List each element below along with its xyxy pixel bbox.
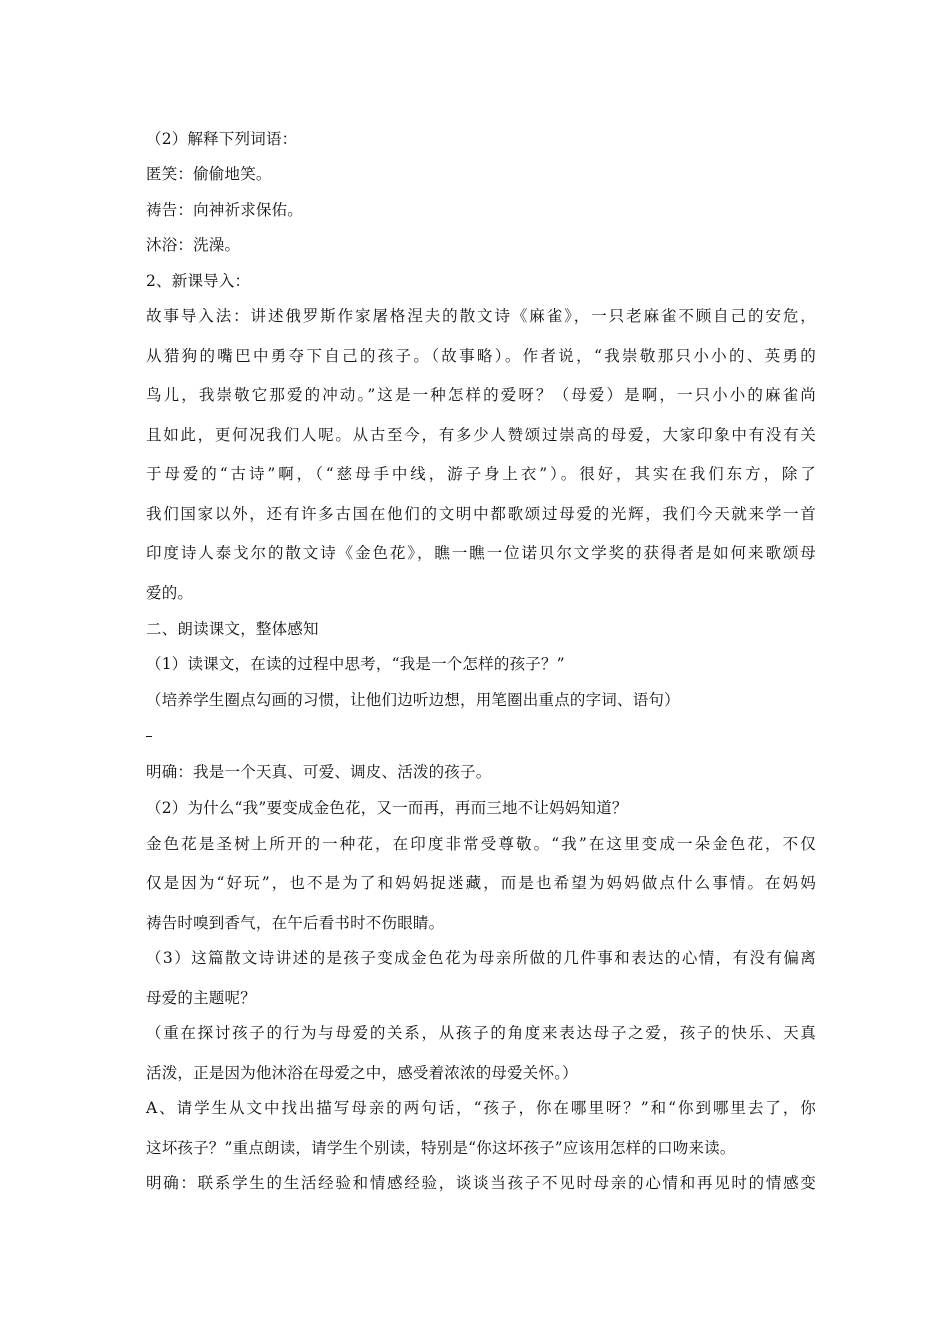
note-line: （重在探讨孩子的行为与母爱的关系，从孩子的角度来表达母子之爱，孩子的快乐、天真 [146,1024,816,1042]
note-line: 活泼，正是因为他沐浴在母爱之中，感受着浓浓的母爱关怀。） [146,1064,578,1082]
question-line: 母爱的主题呢？ [146,989,256,1007]
dash-mark [146,736,152,737]
paragraph-line: 我们国家以外，还有许多古国在他们的文明中都歌颂过母爱的光辉，我们今天就来学一首 [146,505,816,523]
paragraph-line: 从猎狗的嘴巴中勇夺下自己的孩子。（故事略）。作者说，“我崇敬那只小小的、英勇的 [146,347,816,365]
definition-line: 匿笑：偷偷地笑。 [146,165,272,183]
section-heading-reading: 二、朗读课文，整体感知 [146,620,319,638]
definition-line: 沐浴：洗澡。 [146,236,241,254]
question-line: （3）这篇散文诗讲述的是孩子变成金色花为母亲所做的几件事和表达的心情，有没有偏离 [146,949,816,967]
answer-line: 明确：我是一个天真、可爱、调皮、活泼的孩子。 [146,763,492,781]
paragraph-line: 这坏孩子？”重点朗读，请学生个别读，特别是“你这坏孩子”应该用怎样的口吻来读。 [146,1139,736,1157]
section-heading-new-lesson: 2、新课导入： [146,272,251,290]
note-line: （培养学生圈点勾画的习惯，让他们边听边想，用笔圈出重点的字词、语句） [146,691,680,709]
question-line: （1）读课文，在读的过程中思考，“我是一个怎样的孩子？” [146,655,565,673]
paragraph-line: 故事导入法：讲述俄罗斯作家屠格涅夫的散文诗《麻雀》，一只老麻雀不顾自己的安危， [146,307,816,325]
paragraph-line: 祷告时嗅到香气，在午后看书时不伤眼睛。 [146,914,445,932]
paragraph-line: 且如此，更何况我们人呢。从古至今，有多少人赞颂过崇高的母爱，大家印象中有没有关 [146,426,816,444]
paragraph-line: 印度诗人泰戈尔的散文诗《金色花》，瞧一瞧一位诺贝尔文学奖的获得者是如何来歌颂母 [146,544,816,562]
paragraph-line: 于母爱的“古诗”啊，（“慈母手中线，游子身上衣”）。很好，其实在我们东方，除了 [146,465,816,483]
paragraph-line: 仅是因为“好玩”，也不是为了和妈妈捉迷藏，而是也希望为妈妈做点什么事情。在妈妈 [146,874,816,892]
subsection-heading-word-explanation: （2）解释下列词语： [146,130,298,148]
paragraph-line: 爱的。 [146,584,194,602]
answer-line: 明确：联系学生的生活经验和情感经验，谈谈当孩子不见时母亲的心情和再见时的情感变 [146,1174,816,1192]
paragraph-line: 金色花是圣树上所开的一种花，在印度非常受尊敬。“我”在这里变成一朵金色花，不仅 [146,835,816,853]
paragraph-line: 鸟儿，我崇敬它那爱的冲动。”这是一种怎样的爱呀？（母爱）是啊，一只小小的麻雀尚 [146,386,816,404]
definition-line: 祷告：向神祈求保佑。 [146,201,304,219]
paragraph-line: A、请学生从文中找出描写母亲的两句话，“孩子，你在哪里呀？”和“你到哪里去了，你 [146,1099,816,1117]
question-line: （2）为什么“我”要变成金色花，又一而再，再而三地不让妈妈知道？ [146,799,628,817]
